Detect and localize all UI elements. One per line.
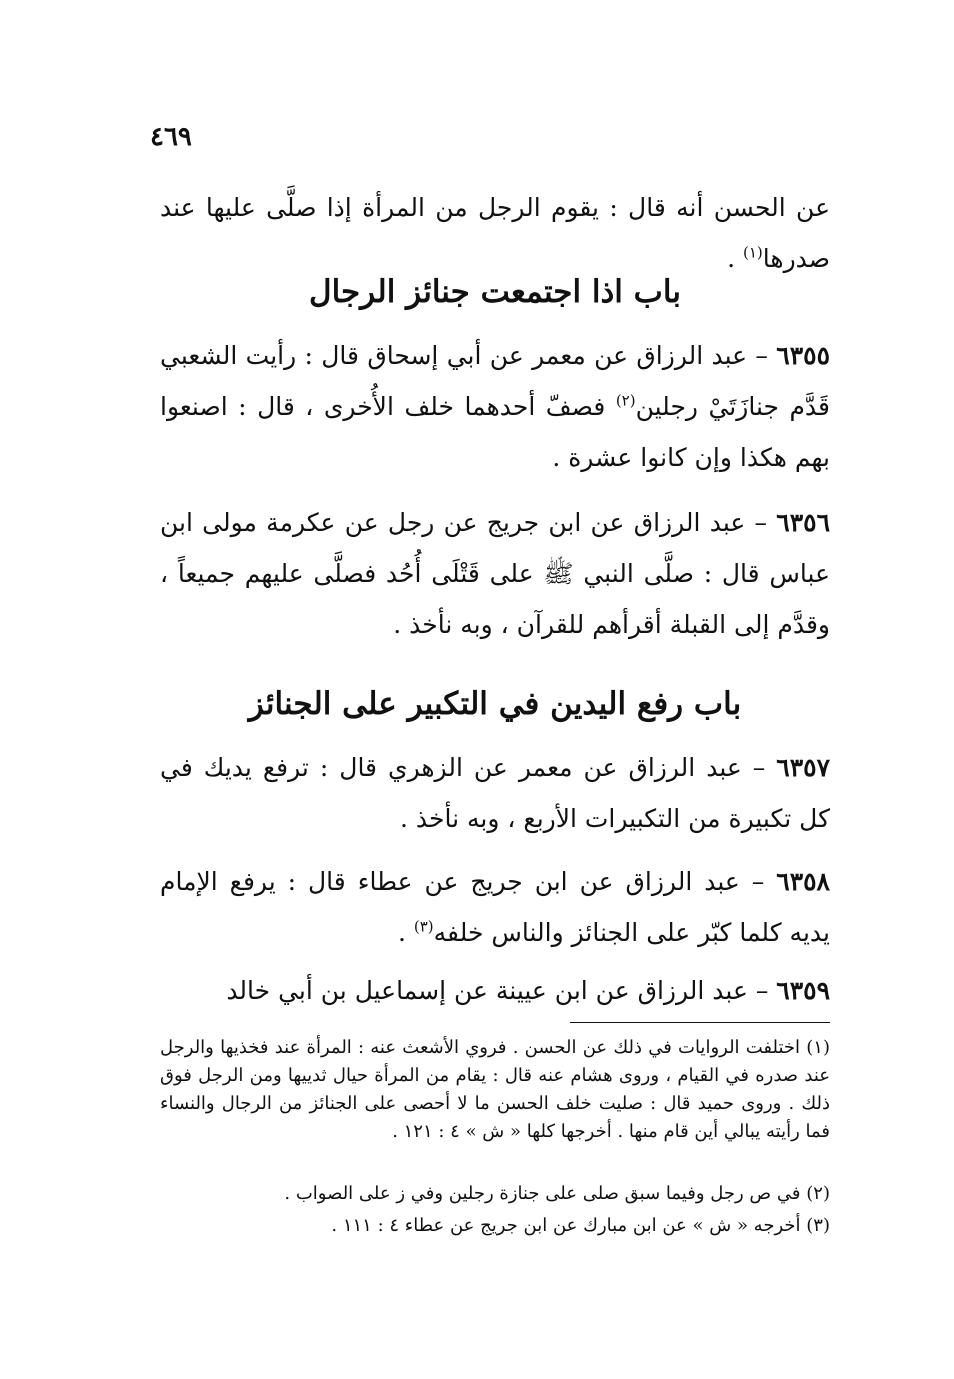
footnote-text: أخرجه « ش » عن ابن مبارك عن ابن جريج عن عطاء ٤ : ١١١ . — [331, 1215, 801, 1236]
footnote-marker: (٣) — [413, 917, 434, 936]
footnote — [160, 1034, 830, 1146]
hadith-paragraph — [160, 330, 830, 483]
footnote-marker: (٢) — [615, 391, 636, 410]
footnote-marker: (٢) — [806, 1183, 830, 1204]
footnote-marker: (١) — [742, 243, 763, 262]
footnote-marker: (١) — [806, 1037, 830, 1058]
page-number: ٤٦٩ — [150, 122, 192, 152]
hadith-text: – عبد الرزاق عن ابن عيينة عن إسماعيل بن أبي خالد — [226, 976, 769, 1005]
intro-text: عن الحسن أنه قال : يقوم الرجل من المرأة إذا صلَّى عليها عند صدرها — [160, 193, 830, 273]
hadith-paragraph — [160, 497, 830, 650]
hadith-number: ٦٣٥٨ — [776, 867, 830, 896]
section-heading: باب اذا اجتمعت جنائز الرجال — [309, 274, 681, 310]
hadith-paragraph — [160, 856, 830, 958]
footnote-separator — [570, 1022, 830, 1023]
hadith-number: ٦٣٥٩ — [776, 976, 830, 1005]
hadith-number: ٦٣٥٧ — [776, 753, 831, 782]
hadith-text: – عبد الرزاق عن ابن جريج عن رجل عن عكرمة مولى ابن عباس قال : صلَّى النبي ﷺ على قَتْلَى أُحُد فصلَّى عليهم جميعاً ، وقدَّم إلى القبلة أقرأهم للقرآن ، وبه نأخذ . — [160, 508, 830, 639]
hadith-text: – عبد الرزاق عن ابن جريج عن عطاء قال : يرفع الإمام يديه كلما كبّر على الجنائز والناس خلفه — [160, 867, 830, 947]
hadith-number: ٦٣٥٦ — [776, 508, 831, 537]
hadith-text: – عبد الرزاق عن معمر عن أبي إسحاق قال : رأيت الشعبي قَدَّم جنازَتَيْ رجلين — [160, 341, 831, 421]
footnote-text: في ص رجل وفيما سبق صلى على جنازة رجلين وفي ز على الصواب . — [284, 1183, 801, 1204]
intro-paragraph — [160, 182, 830, 284]
hadith-text-continued: . — [397, 918, 406, 947]
hadith-paragraph — [160, 965, 830, 1016]
hadith-paragraph — [160, 742, 830, 844]
footnote-text: اختلفت الروايات في ذلك عن الحسن . فروي الأشعث عنه : المرأة عند فخذيها والرجل عند صدره في القيام ، وروى هشام عنه قال : يقام من المرأة حيال ثدييها ومن الرجل فوق ذلك . وروى حميد قال : صليت خلف الحسن ما لا أحصى على الجنائز من الرجال والنساء فما رأيته يبالي أين قام منها . أخرجها كلها « ش » ٤ : ١٢١ . — [160, 1037, 830, 1142]
footnote-marker: (٣) — [806, 1215, 830, 1236]
footnote — [160, 1180, 830, 1208]
section-heading: باب رفع اليدين في التكبير على الجنائز — [248, 686, 742, 722]
hadith-text: – عبد الرزاق عن معمر عن الزهري قال : ترفع يديك في كل تكبيرة من التكبيرات الأربع ، وبه نأخذ . — [160, 753, 830, 833]
hadith-number: ٦٣٥٥ — [776, 341, 830, 370]
footnote — [160, 1212, 830, 1240]
intro-end: . — [727, 244, 736, 273]
hadith-text-continued: فصفّ أحدهما خلف الأُخرى ، قال : اصنعوا بهم هكذا وإن كانوا عشرة . — [160, 392, 830, 472]
